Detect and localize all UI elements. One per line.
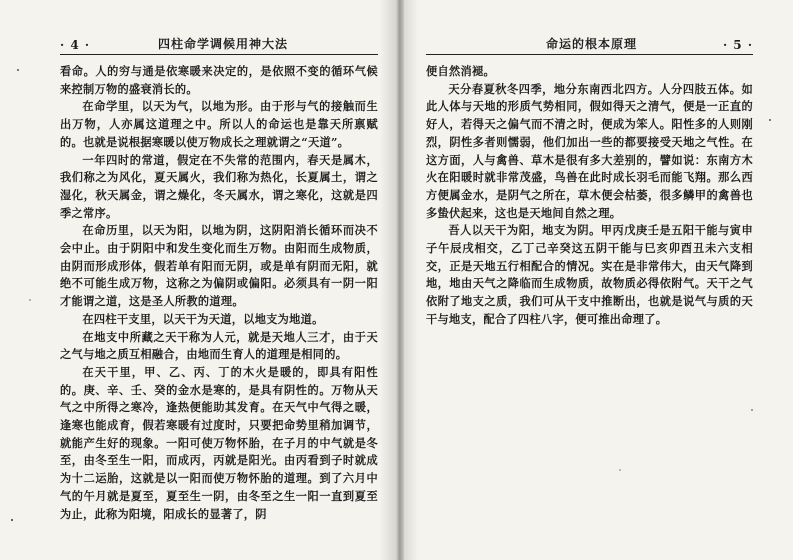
right-paragraph: 便自然消褪。 [426,64,495,78]
left-page-body [60,63,378,523]
right-page [400,0,793,560]
left-page-number: · 4 · [60,38,91,52]
fold-shadow [380,0,396,560]
left-page-header [60,30,378,55]
left-paragraph: 在天干里，甲、乙、丙、丁的木火是暖的，即具有阳性的。庚、辛、壬、癸的金水是寒的，是具有阴性的。万物从天气之中所得之寒冷，逢热便能助其发育。在天气中气得之暖，逢寒也能成育，假若寒暖有过度时，只要把命势里稍加调节，就能产生好的现象。一阳可使万物怀胎，在子月的中气就是冬至，由冬至生一阳，而成丙，丙就是阳光。由丙看到子时就成为十二运胎，这就是以一阳而使万物怀胎的道理。到了六月中气的午月就是夏至，夏至生一阴，由冬至之生一阳一直到夏至为止，此称为阳境，阳成长的显著了，阴 [60,364,378,521]
left-paragraph: 看命。人的穷与通是依寒暖来决定的，是依照不变的循环气候来控制万物的盛衰消长的。 [60,64,378,96]
right-page-body [426,63,753,329]
right-paragraph: 天分春夏秋冬四季，地分东南西北四方。人分四肢五体。如此人体与天地的形质气势相同，假如得天之清气，便是一正直的好人，若得天之偏气而不清之时，便成为笨人。阳性多的人则刚烈，阴性多者则懦弱，他们加出一些的都要接受天地之气性。在这方面，人与禽兽、草木是很有多大差别的，譬如说：东南方木火在阳暖时就非常茂盛，鸟兽在此时成长羽毛而能飞翔。那么西方便属金水，是阴气之所在，草木便会枯萎，很多鳞甲的禽兽也多蛰伏起来，这也是天地间自然之理。 [426,81,753,220]
right-running-title: 命运的根本原理 [546,37,638,51]
right-paragraph: 吾人以天干为阳，地支为阴。甲丙戊庚壬是五阳干能与寅申子午辰戌相交，乙丁己辛癸这五阴干能与巳亥卯酉丑未六支相交，正是天地五行相配合的情况。实在是非常伟大，由天气降到地，地由天气之降临而生成物质，故物质必得依附气。天干之气依附了地支之质，我们可从干支中推断出，也就是说气与质的天干与地支，配合了四柱八字，便可推出命理了。 [426,223,753,326]
left-paragraph: 一年四时的常道，假定在不失常的范围内，春天是属木，我们称之为风化，夏天属火，我们称为热化，长夏属土，谓之湿化，秋天属金，谓之燥化，冬天属水，谓之寒化，这就是四季之常序。 [60,152,378,220]
left-running-title: 四柱命学调候用神大法 [157,37,288,51]
left-paragraph: 在地支中所藏之天干称为人元，就是天地人三才，由于天之气与地之质互相融合，由地而生育人的道理是相同的。 [60,329,378,362]
right-page-number: · 5 · [722,38,753,52]
right-page-header [426,30,753,55]
left-paragraph: 在命历里，以天为阳，以地为阴，这阴阳消长循环而决不会中止。由于阴阳中和发生变化而生万物。由阳而生成物质，由阴而形成形体，假若单有阳而无阴，或是单有阴而无阳，就绝不可能生成万物，这称之为偏阴或偏阳。必须具有一阴一阳才能谓之道，这是圣人所教的道理。 [60,223,378,309]
left-paragraph: 在四柱干支里，以天干为天道，以地支为地道。 [82,311,324,326]
left-paragraph: 在命学里，以天为气，以地为形。由于形与气的接触而生出万物，人亦属这道理之中。所以人的命运也是靠天所禀赋的。也就是说根据寒暖以使万物成长之理就谓之“天道”。 [60,99,378,149]
